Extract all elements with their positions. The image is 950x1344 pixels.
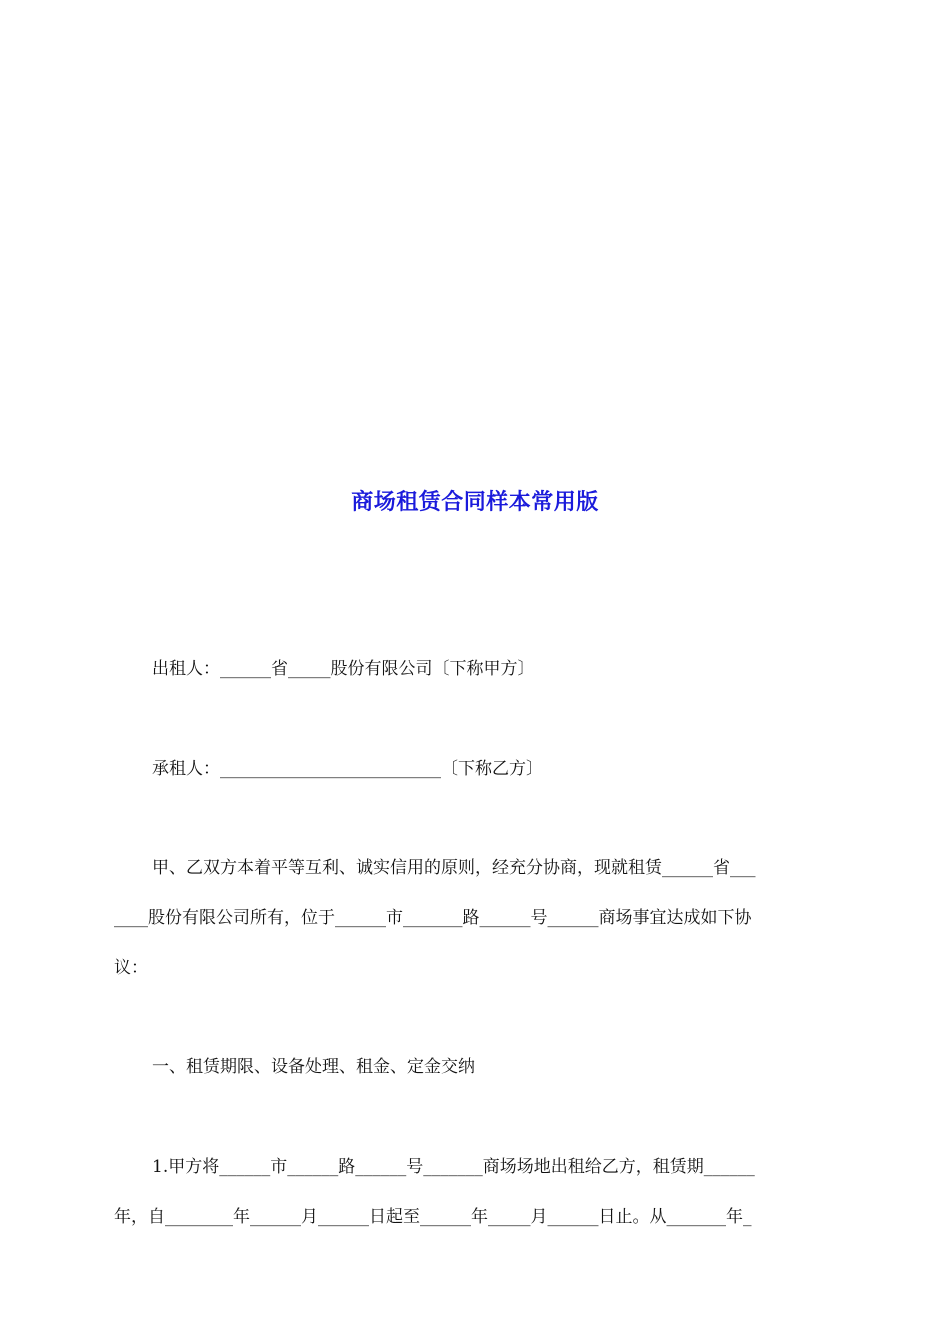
clause-1-line-2: 年，自________年______月______日起至______年_____月______日止。从_______年_	[114, 1207, 752, 1227]
intro-paragraph-line-3: 议：	[114, 958, 148, 978]
section-1-heading: 一、租赁期限、设备处理、租金、定金交纳	[152, 1057, 475, 1077]
intro-paragraph-line-1: 甲、乙双方本着平等互利、诚实信用的原则，经充分协商，现就租赁______省___	[152, 858, 756, 878]
document-title: 商场租赁合同样本常用版	[351, 489, 599, 515]
clause-1-line-1: 1.甲方将______市______路______号_______商场场地出租给乙方，租赁期______	[152, 1157, 755, 1177]
lessor-line: 出租人：______省_____股份有限公司〔下称甲方〕	[152, 659, 535, 679]
intro-paragraph-line-2: ____股份有限公司所有，位于______市_______路______号______商场事宜达成如下协	[114, 908, 752, 928]
lessee-line: 承租人：__________________________〔下称乙方〕	[152, 759, 543, 779]
